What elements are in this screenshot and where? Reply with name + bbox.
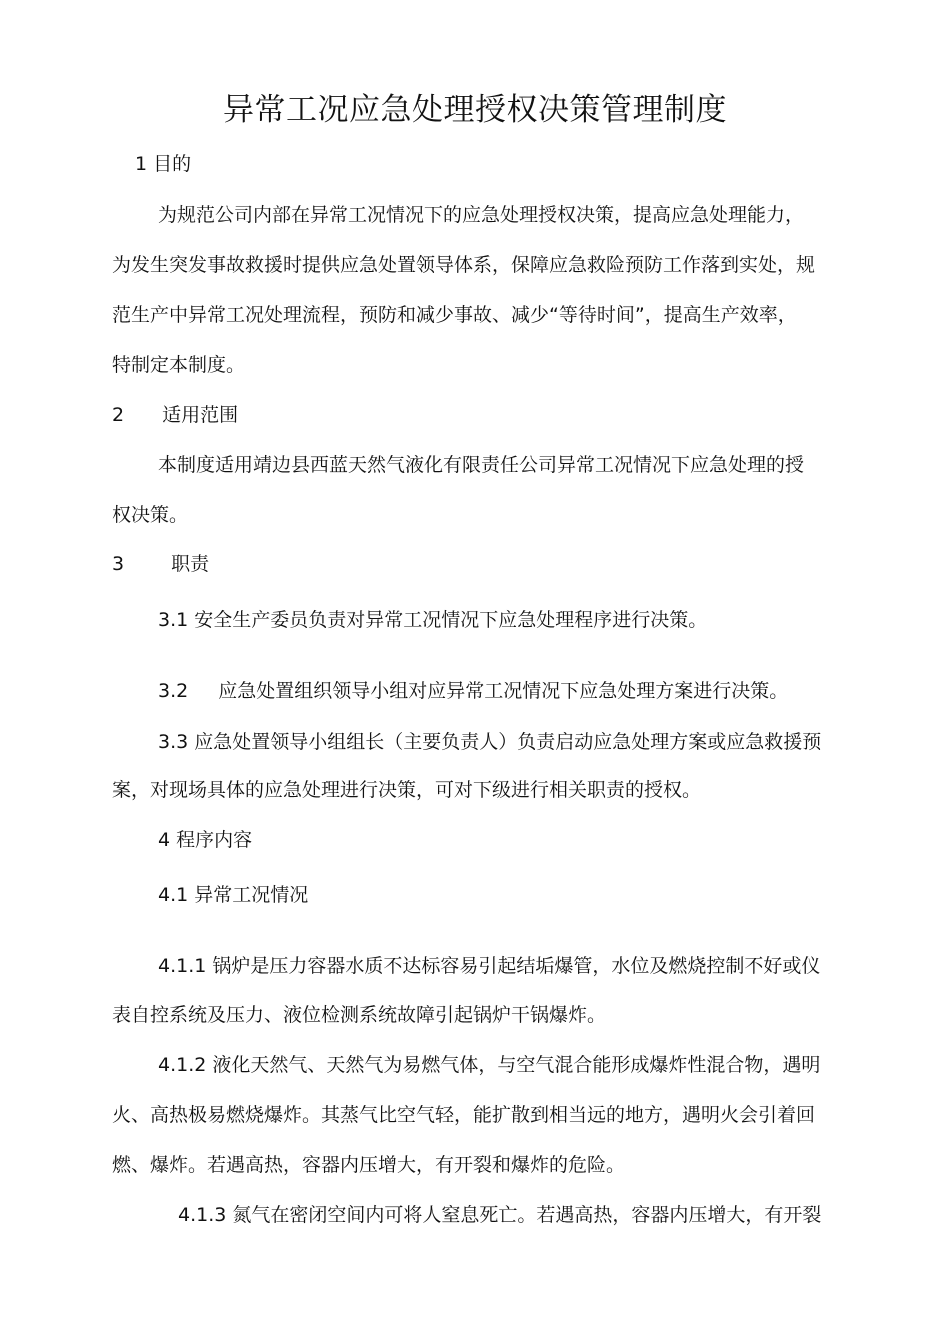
item-4-1-2-line-2: 火、高热极易燃烧爆炸。其蒸气比空气轻，能扩散到相当远的地方，遇明火会引着回 xyxy=(112,1104,816,1126)
item-4-1-3-line-1: 4.1.3 氮气在密闭空间内可将人窒息死亡。若遇高热，容器内压增大，有开裂 xyxy=(178,1204,822,1226)
duty-3-3-line-1: 3.3 应急处置领导小组组长（主要负责人）负责启动应急处理方案或应急救援预 xyxy=(158,731,822,753)
document-title: 异常工况应急处理授权决策管理制度 xyxy=(223,92,727,128)
section-4-1-heading: 4.1 异常工况情况 xyxy=(158,884,309,906)
item-4-1-2-line-1: 4.1.2 液化天然气、天然气为易燃气体，与空气混合能形成爆炸性混合物，遇明 xyxy=(158,1054,821,1076)
item-4-1-1-line-2: 表自控系统及压力、液位检测系统故障引起锅炉干锅爆炸。 xyxy=(112,1004,607,1026)
section-3-heading xyxy=(112,552,209,576)
section-1-heading: 1 目的 xyxy=(135,153,192,175)
duty-3-1: 3.1 安全生产委员负责对异常工况情况下应急处理程序进行决策。 xyxy=(158,609,708,631)
purpose-line-4: 特制定本制度。 xyxy=(112,354,246,376)
scope-line-1: 本制度适用靖边县西蓝天然气液化有限责任公司异常工况情况下应急处理的授 xyxy=(158,454,805,476)
duty-3-2-text: 应急处置组织领导小组对应异常工况情况下应急处理方案进行决策。 xyxy=(218,680,789,702)
purpose-line-1: 为规范公司内部在异常工况情况下的应急处理授权决策，提高应急处理能力， xyxy=(158,204,805,226)
duty-3-2-number: 3.2 xyxy=(158,680,189,702)
section-3-number: 3 xyxy=(112,553,125,575)
item-4-1-1-line-1: 4.1.1 锅炉是压力容器水质不达标容易引起结垢爆管，水位及燃烧控制不好或仪 xyxy=(158,955,821,977)
section-4-heading: 4 程序内容 xyxy=(158,829,253,851)
section-2-heading xyxy=(112,403,238,427)
duty-3-2 xyxy=(158,679,788,703)
duty-3-3-line-2: 案，对现场具体的应急处理进行决策，可对下级进行相关职责的授权。 xyxy=(112,779,702,801)
purpose-line-2: 为发生突发事故救援时提供应急处置领导体系，保障应急救险预防工作落到实处，规 xyxy=(112,254,816,276)
scope-line-2: 权决策。 xyxy=(112,504,189,526)
section-2-number: 2 xyxy=(112,404,125,426)
section-3-label: 职责 xyxy=(171,553,210,575)
purpose-line-3: 范生产中异常工况处理流程，预防和减少事故、减少“等待时间”，提高生产效率， xyxy=(112,304,797,326)
section-2-label: 适用范围 xyxy=(162,404,239,426)
item-4-1-2-line-3: 燃、爆炸。若遇高热，容器内压增大，有开裂和爆炸的危险。 xyxy=(112,1154,626,1176)
